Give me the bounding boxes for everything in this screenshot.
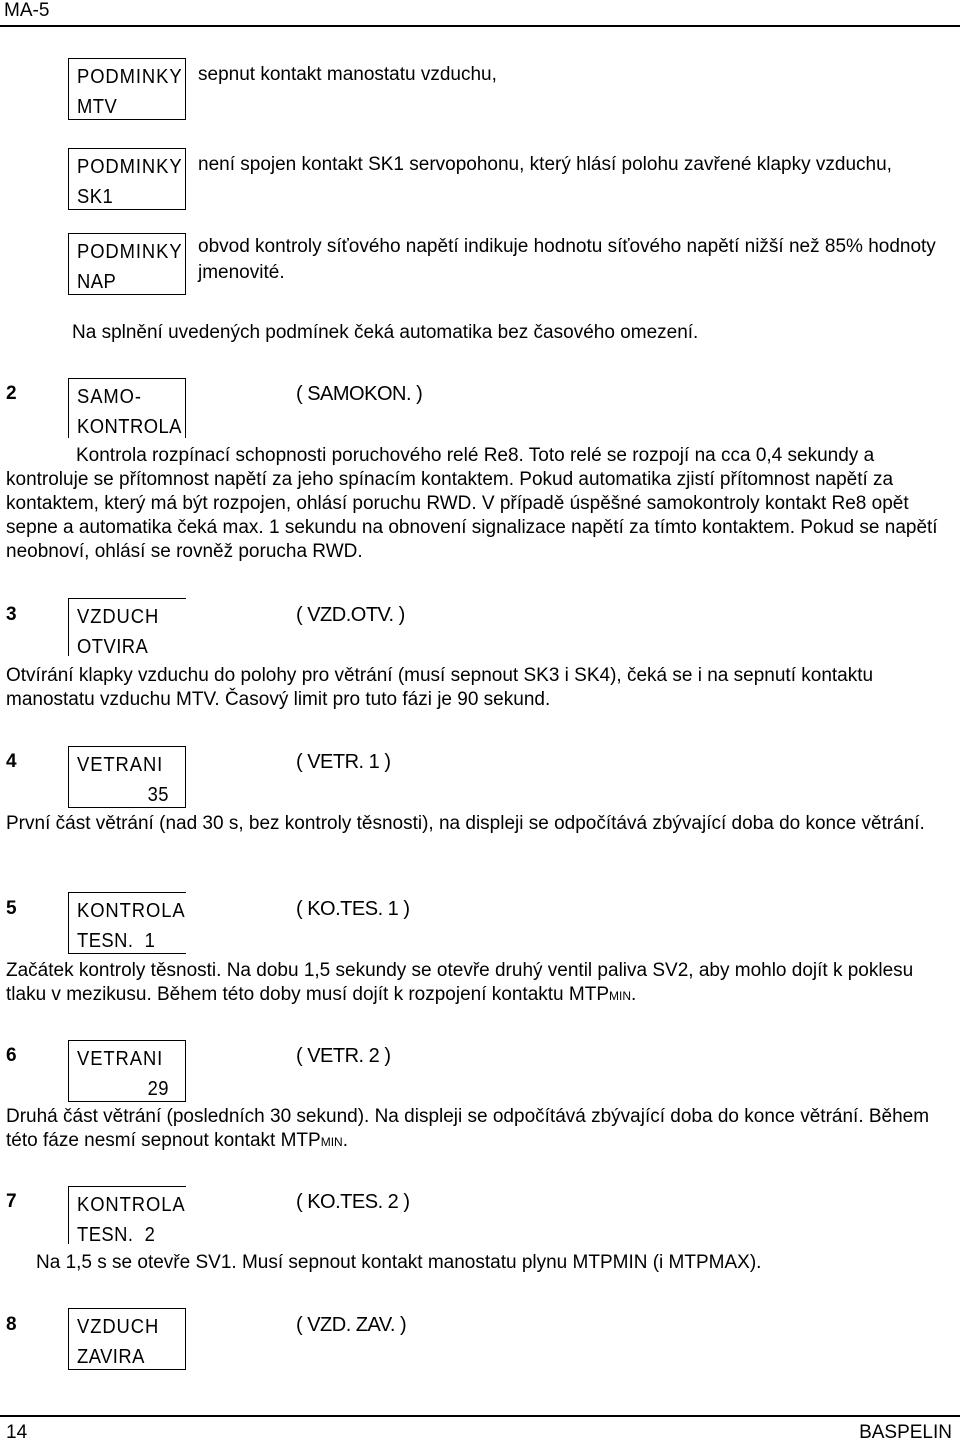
step-number: 2 [6, 383, 17, 404]
step-description: První část větrání (nad 30 s, bez kontroly těsnosti), na displeji se odpočítává zbývající doba do konce větrání. [6, 813, 925, 834]
condition-text-sk1: není spojen kontakt SK1 servopohonu, který hlásí polohu zavřené klapky vzduchu, [198, 154, 892, 175]
display-line2: TESN. 1 [77, 930, 156, 952]
display-box-kontrola-tesn-2 [68, 1186, 186, 1244]
wait-note: Na splnění uvedených podmínek čeká automatika bez časového omezení. [72, 322, 699, 343]
step-description-end: . [631, 984, 637, 1005]
step-code: ( SAMOKON. ) [296, 383, 423, 405]
display-line1: KONTROLA [77, 1194, 186, 1216]
step-code: ( VZD. ZAV. ) [296, 1314, 407, 1336]
step-description: Na 1,5 s se otevře SV1. Musí sepnout kontakt manostatu plynu MTPMIN (i MTPMAX). [36, 1252, 762, 1273]
step-number: 4 [6, 751, 17, 772]
footer-rule [0, 1415, 960, 1417]
brand-name: BASPELIN [859, 1422, 952, 1443]
display-line2: OTVIRA [77, 636, 149, 658]
page-number: 14 [6, 1422, 28, 1443]
display-line1: VETRANI [77, 1048, 164, 1070]
step-code: ( KO.TES. 1 ) [296, 898, 410, 920]
display-line2: SK1 [77, 186, 114, 208]
display-box-vetrani-2 [68, 1040, 186, 1102]
step-description-text: Začátek kontroly těsnosti. Na dobu 1,5 sekundy se otevře druhý ventil paliva SV2, aby mohlo dojít k poklesu tlaku v mezikusu. Během této doby musí dojít k rozpojení kontaktu MTP [6, 960, 914, 1005]
display-box-kontrola-tesn-1 [68, 892, 186, 954]
display-box-samokontrola [68, 378, 186, 438]
step-number: 8 [6, 1314, 17, 1335]
step-code: ( VZD.OTV. ) [296, 604, 405, 626]
display-line1: VETRANI [77, 754, 164, 776]
document-code: MA-5 [4, 0, 50, 21]
step-description-text: Druhá část větrání (posledních 30 sekund). Na displeji se odpočítává zbývající doba do konce větrání. Během této fáze nesmí sepnout kontakt MTP [6, 1106, 930, 1151]
step-number: 7 [6, 1191, 17, 1212]
display-line2: 29 [147, 1078, 169, 1100]
step-number: 5 [6, 898, 17, 919]
display-box-nap [68, 233, 186, 295]
display-line1: SAMO- [77, 386, 142, 408]
display-box-mtv [68, 58, 186, 120]
step-description: Kontrola rozpínací schopnosti poruchového relé Re8. Toto relé se rozpojí na cca 0,4 sekundy a kontroluje se přítomnost napětí za jeho spínacím kontaktem. Pokud automatika zjistí přítomnost napětí za kontaktem, který má být rozpojen, ohlásí poruchu RWD. V případě úspěšné samokontroly kontakt Re8 opět sepne a automatika čeká max. 1 sekundu na obnovení signalizace napětí za tímto kontaktem. Pokud se napětí neobnoví, ohlásí se rovněž porucha RWD. [6, 445, 938, 562]
step-number: 3 [6, 604, 17, 625]
subscript-min: MIN [609, 989, 631, 1003]
display-line2: 35 [147, 784, 169, 806]
display-line1: PODMINKY [77, 156, 183, 178]
display-line2: TESN. 2 [77, 1224, 156, 1246]
header-rule [0, 25, 960, 27]
condition-text-mtv: sepnut kontakt manostatu vzduchu, [198, 64, 497, 85]
display-line2: KONTROLA [77, 416, 182, 438]
display-line2: NAP [77, 271, 117, 293]
display-line1: VZDUCH [77, 606, 160, 628]
display-line1: PODMINKY [77, 66, 183, 88]
step-number: 6 [6, 1045, 17, 1066]
display-box-vzduch-otvira [68, 598, 186, 656]
display-line2: ZAVIRA [77, 1346, 145, 1368]
step-description-end: . [342, 1130, 348, 1151]
display-line1: PODMINKY [77, 241, 183, 263]
step-code: ( VETR. 2 ) [296, 1045, 391, 1067]
display-box-sk1 [68, 148, 186, 210]
step-description [6, 1105, 950, 1154]
step-description [6, 959, 950, 1008]
step-code: ( KO.TES. 2 ) [296, 1191, 410, 1213]
condition-text-nap: obvod kontroly síťového napětí indikuje hodnotu síťového napětí nižší než 85% hodnoty jmenovité. [198, 236, 936, 283]
display-box-vzduch-zavira [68, 1308, 186, 1370]
step-code: ( VETR. 1 ) [296, 751, 391, 773]
step-description: Otvírání klapky vzduchu do polohy pro větrání (musí sepnout SK3 i SK4), čeká se i na sepnutí kontaktu manostatu vzduchu MTV. Časový limit pro tuto fázi je 90 sekund. [6, 665, 874, 710]
display-line2: MTV [77, 96, 118, 118]
display-box-vetrani-1 [68, 746, 186, 808]
display-line1: VZDUCH [77, 1316, 160, 1338]
subscript-min: MIN [320, 1135, 343, 1149]
display-line1: KONTROLA [77, 900, 186, 922]
